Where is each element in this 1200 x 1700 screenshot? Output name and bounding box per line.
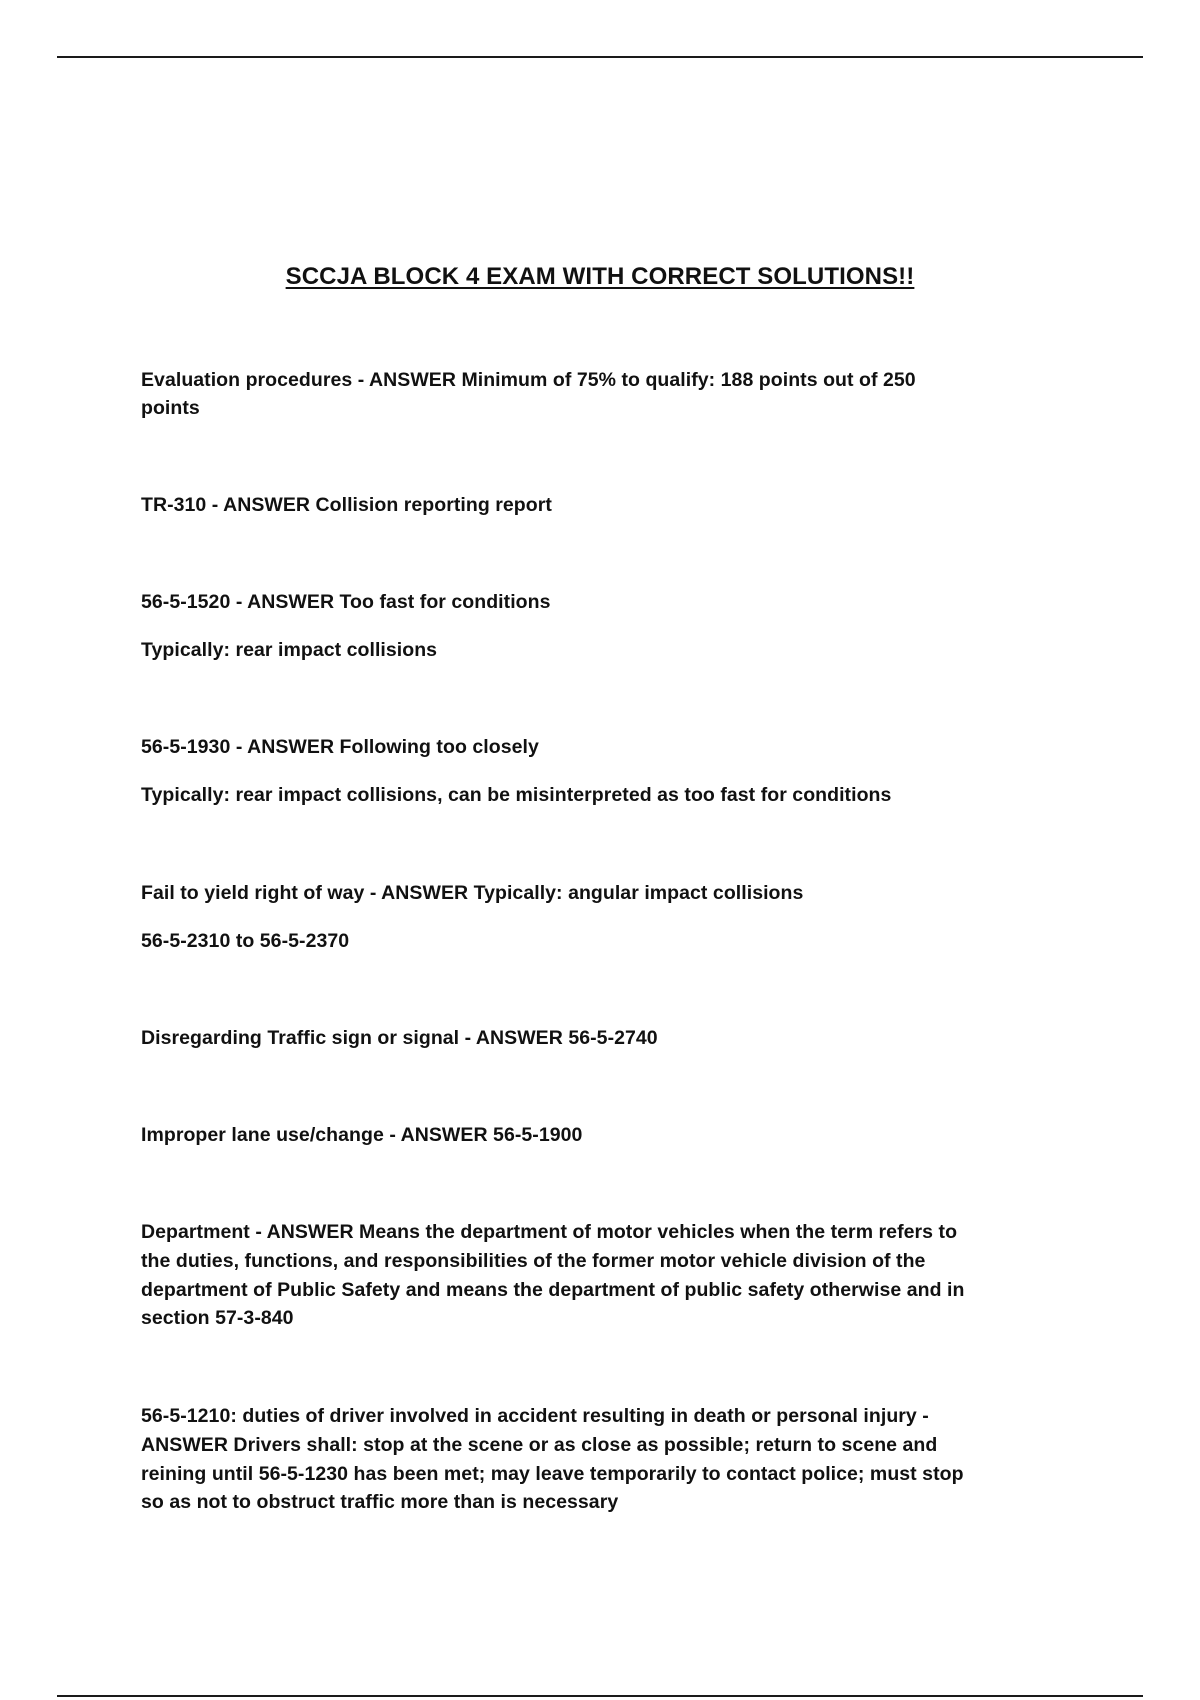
entry-9-line-4: so as not to obstruct traffic more than is necessary <box>141 1491 619 1513</box>
entry-5-note: 56-5-2310 to 56-5-2370 <box>141 930 350 952</box>
entry-1-line-1: Evaluation procedures - ANSWER Minimum of 75% to qualify: 188 points out of 250 <box>141 369 916 391</box>
entry-3-note: Typically: rear impact collisions <box>141 639 438 661</box>
entry-8-line-1: Department - ANSWER Means the department of motor vehicles when the term refers to <box>141 1221 958 1243</box>
top-rule <box>57 56 1143 58</box>
entry-8-line-2: the duties, functions, and responsibilities of the former motor vehicle division of the <box>141 1250 926 1272</box>
entry-8-line-3: department of Public Safety and means the department of public safety otherwise and in <box>141 1279 965 1301</box>
entry-8-line-4: section 57-3-840 <box>141 1307 294 1329</box>
entry-6-line-1: Disregarding Traffic sign or signal - ANSWER 56-5-2740 <box>141 1027 658 1049</box>
entry-7-line-1: Improper lane use/change - ANSWER 56-5-1900 <box>141 1124 583 1146</box>
entry-9-line-3: reining until 56-5-1230 has been met; may leave temporarily to contact police; must stop <box>141 1463 964 1485</box>
entry-5-line-1: Fail to yield right of way - ANSWER Typically: angular impact collisions <box>141 882 804 904</box>
document-title: SCCJA BLOCK 4 EXAM WITH CORRECT SOLUTIONS!! <box>285 263 915 290</box>
entry-4-note: Typically: rear impact collisions, can be misinterpreted as too fast for conditions <box>141 784 892 806</box>
entry-1-line-2: points <box>141 397 200 419</box>
entry-4-line-1: 56-5-1930 - ANSWER Following too closely <box>141 736 539 758</box>
bottom-rule <box>57 1695 1143 1697</box>
entry-2-line-1: TR-310 - ANSWER Collision reporting report <box>141 494 552 516</box>
entry-9-line-1: 56-5-1210: duties of driver involved in accident resulting in death or personal injury - <box>141 1405 929 1427</box>
entry-9-line-2: ANSWER Drivers shall: stop at the scene or as close as possible; return to scene and <box>141 1434 938 1456</box>
entry-3-line-1: 56-5-1520 - ANSWER Too fast for conditions <box>141 591 551 613</box>
